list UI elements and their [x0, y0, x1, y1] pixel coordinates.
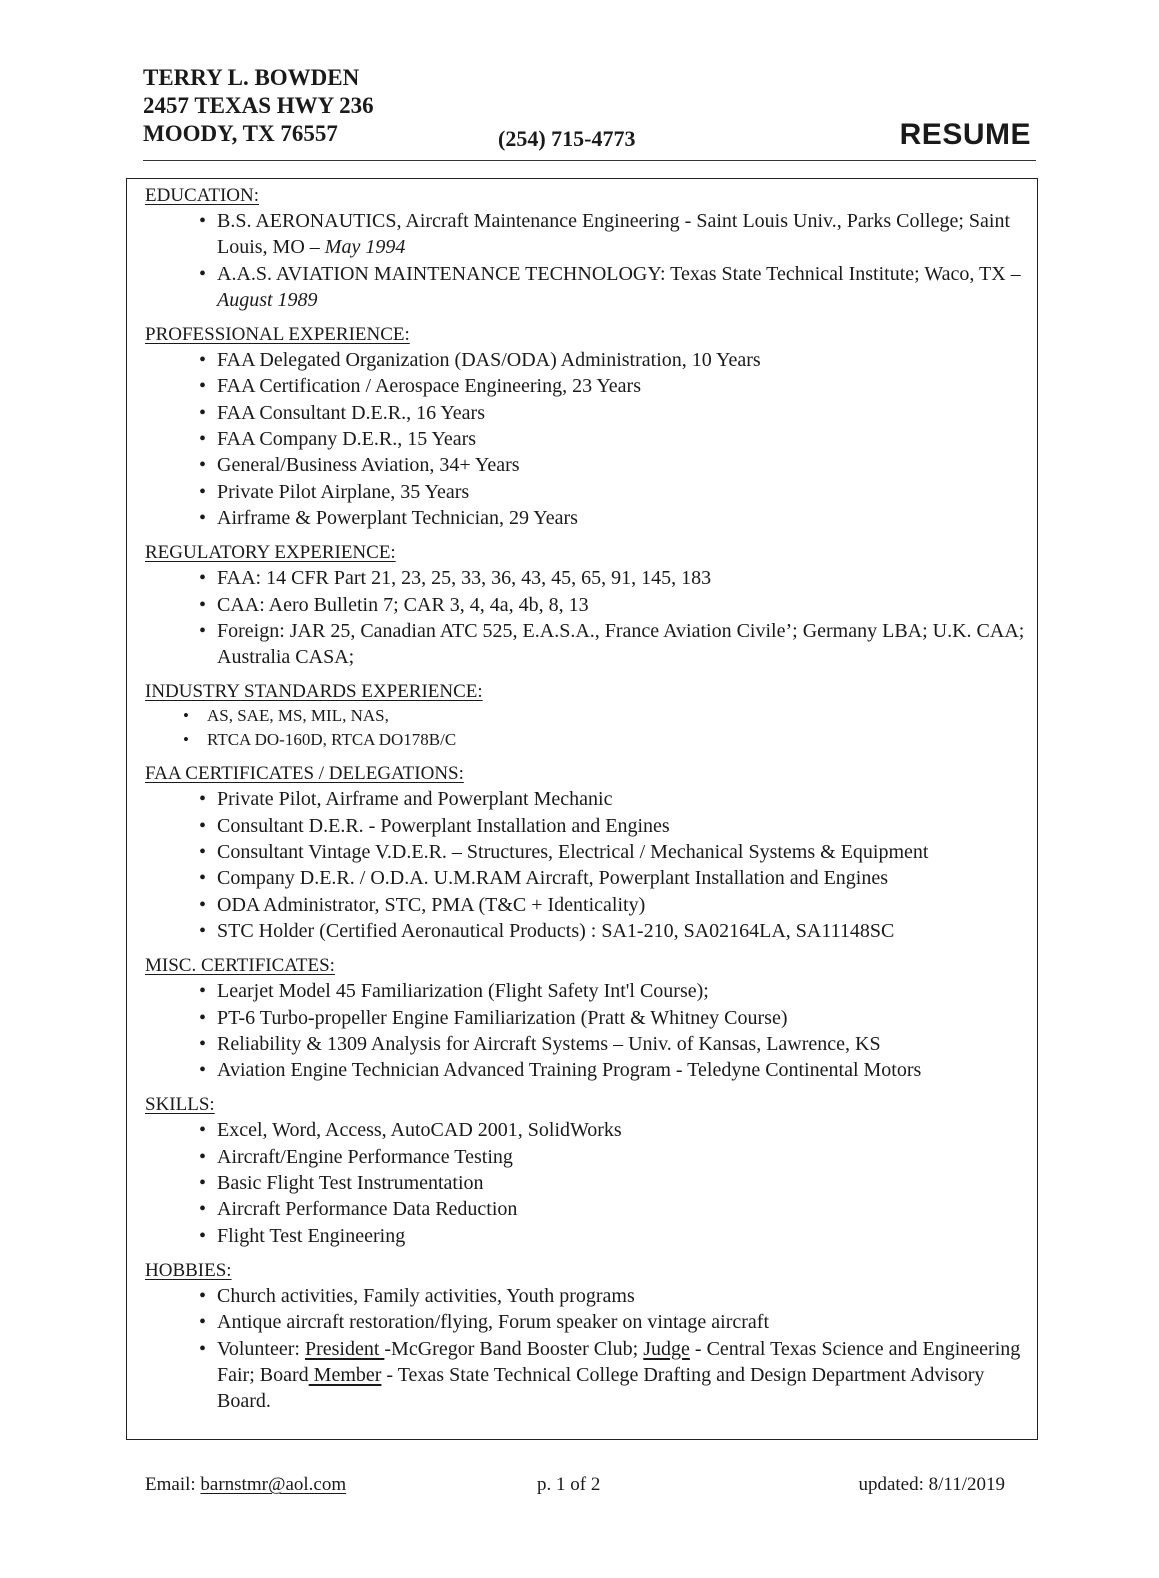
- list-item: • General/Business Aviation, 34+ Years: [199, 452, 1025, 478]
- faa-certificates-section: [145, 762, 1025, 944]
- volunteer-item: • Volunteer: President -McGregor Band Booster Club; Judge - Central Texas Science and Engineering Fair; Board Member - Texas State Technical College Drafting and Design Department Advisory Board.: [199, 1336, 1025, 1415]
- list-item: • Antique aircraft restoration/flying, Forum speaker on vintage aircraft: [199, 1309, 1025, 1335]
- industry-standards-section: [145, 680, 1025, 752]
- role-president: President: [304, 1337, 385, 1360]
- name: TERRY L. BOWDEN: [143, 65, 360, 90]
- section-title: EDUCATION:: [145, 185, 259, 206]
- list-item: • AS, SAE, MS, MIL, NAS,: [183, 704, 1025, 728]
- list-item: • Private Pilot, Airframe and Powerplant Mechanic: [199, 786, 1025, 812]
- header-divider: [143, 160, 1036, 161]
- list-item: • PT-6 Turbo-propeller Engine Familiarization (Pratt & Whitney Course): [199, 1005, 1025, 1031]
- resume-body: [145, 184, 1025, 1424]
- date: May 1994: [324, 236, 406, 259]
- list-item: • Aircraft Performance Data Reduction: [199, 1196, 1025, 1222]
- list-item: • Consultant D.E.R. - Powerplant Installation and Engines: [199, 813, 1025, 839]
- list-item: • A.A.S. AVIATION MAINTENANCE TECHNOLOGY: Texas State Technical Institute; Waco, TX – August 1989: [199, 261, 1025, 314]
- document-title: RESUME: [899, 118, 1031, 151]
- list-item: • RTCA DO-160D, RTCA DO178B/C: [183, 728, 1025, 752]
- section-title: INDUSTRY STANDARDS EXPERIENCE:: [145, 681, 483, 703]
- list-item: • Basic Flight Test Instrumentation: [199, 1170, 1025, 1196]
- address-line-2: MOODY, TX 76557: [143, 121, 338, 146]
- email-block: Email: barnstmr@aol.com: [145, 1474, 347, 1495]
- list-item: • B.S. AERONAUTICS, Aircraft Maintenance Engineering - Saint Louis Univ., Parks College; Saint Louis, MO – May 1994: [199, 208, 1025, 261]
- list-item: • Aviation Engine Technician Advanced Training Program - Teledyne Continental Motors: [199, 1057, 1025, 1083]
- list-item: • Learjet Model 45 Familiarization (Flight Safety Int'l Course);: [199, 978, 1025, 1004]
- contact-block: [143, 64, 374, 148]
- list-item: • Flight Test Engineering: [199, 1223, 1025, 1249]
- list-item: • Excel, Word, Access, AutoCAD 2001, SolidWorks: [199, 1117, 1025, 1143]
- section-title: SKILLS:: [145, 1094, 215, 1116]
- list-item: • Consultant Vintage V.D.E.R. – Structures, Electrical / Mechanical Systems & Equipment: [199, 839, 1025, 865]
- role-judge: Judge: [643, 1337, 690, 1360]
- email-link[interactable]: barnstmr@aol.com: [200, 1474, 347, 1495]
- hobbies-section: [145, 1259, 1025, 1414]
- section-title: REGULATORY EXPERIENCE:: [145, 542, 396, 564]
- date: August 1989: [217, 288, 318, 311]
- professional-experience-section: [145, 323, 1025, 531]
- list-item: • STC Holder (Certified Aeronautical Products) : SA1-210, SA02164LA, SA11148SC: [199, 918, 1025, 944]
- resume-header: [143, 64, 1033, 174]
- phone-number: (254) 715-4773: [498, 126, 636, 151]
- address-line-1: 2457 TEXAS HWY 236: [143, 93, 374, 118]
- list-item: • CAA: Aero Bulletin 7; CAR 3, 4, 4a, 4b, 8, 13: [199, 592, 1025, 618]
- list-item: • Company D.E.R. / O.D.A. U.M.RAM Aircraft, Powerplant Installation and Engines: [199, 865, 1025, 891]
- list-item: • FAA Delegated Organization (DAS/ODA) Administration, 10 Years: [199, 347, 1025, 373]
- list-item: • FAA Consultant D.E.R., 16 Years: [199, 400, 1025, 426]
- list-item: • Airframe & Powerplant Technician, 29 Years: [199, 505, 1025, 531]
- list-item: • FAA: 14 CFR Part 21, 23, 25, 33, 36, 43, 45, 65, 91, 145, 183: [199, 565, 1025, 591]
- list-item: • Aircraft/Engine Performance Testing: [199, 1144, 1025, 1170]
- role-member: Member: [308, 1363, 382, 1386]
- list-item: • Foreign: JAR 25, Canadian ATC 525, E.A.S.A., France Aviation Civile’; Germany LBA; U.K. CAA; Australia CASA;: [199, 618, 1025, 671]
- section-title: FAA CERTIFICATES / DELEGATIONS:: [145, 763, 464, 785]
- skills-section: [145, 1093, 1025, 1248]
- updated-date: updated: 8/11/2019: [858, 1474, 1005, 1495]
- list-item: • FAA Company D.E.R., 15 Years: [199, 426, 1025, 452]
- misc-certificates-section: [145, 954, 1025, 1083]
- list-item: • ODA Administrator, STC, PMA (T&C + Identicality): [199, 892, 1025, 918]
- section-title: PROFESSIONAL EXPERIENCE:: [145, 324, 410, 346]
- section-title: MISC. CERTIFICATES:: [145, 955, 335, 977]
- list-item: • FAA Certification / Aerospace Engineering, 23 Years: [199, 373, 1025, 399]
- list-item: • Reliability & 1309 Analysis for Aircraft Systems – Univ. of Kansas, Lawrence, KS: [199, 1031, 1025, 1057]
- page-number: p. 1 of 2: [537, 1474, 601, 1495]
- education-section: [145, 184, 1025, 313]
- list-item: • Private Pilot Airplane, 35 Years: [199, 479, 1025, 505]
- regulatory-experience-section: [145, 541, 1025, 670]
- list-item: • Church activities, Family activities, Youth programs: [199, 1283, 1025, 1309]
- section-title: HOBBIES:: [145, 1259, 232, 1281]
